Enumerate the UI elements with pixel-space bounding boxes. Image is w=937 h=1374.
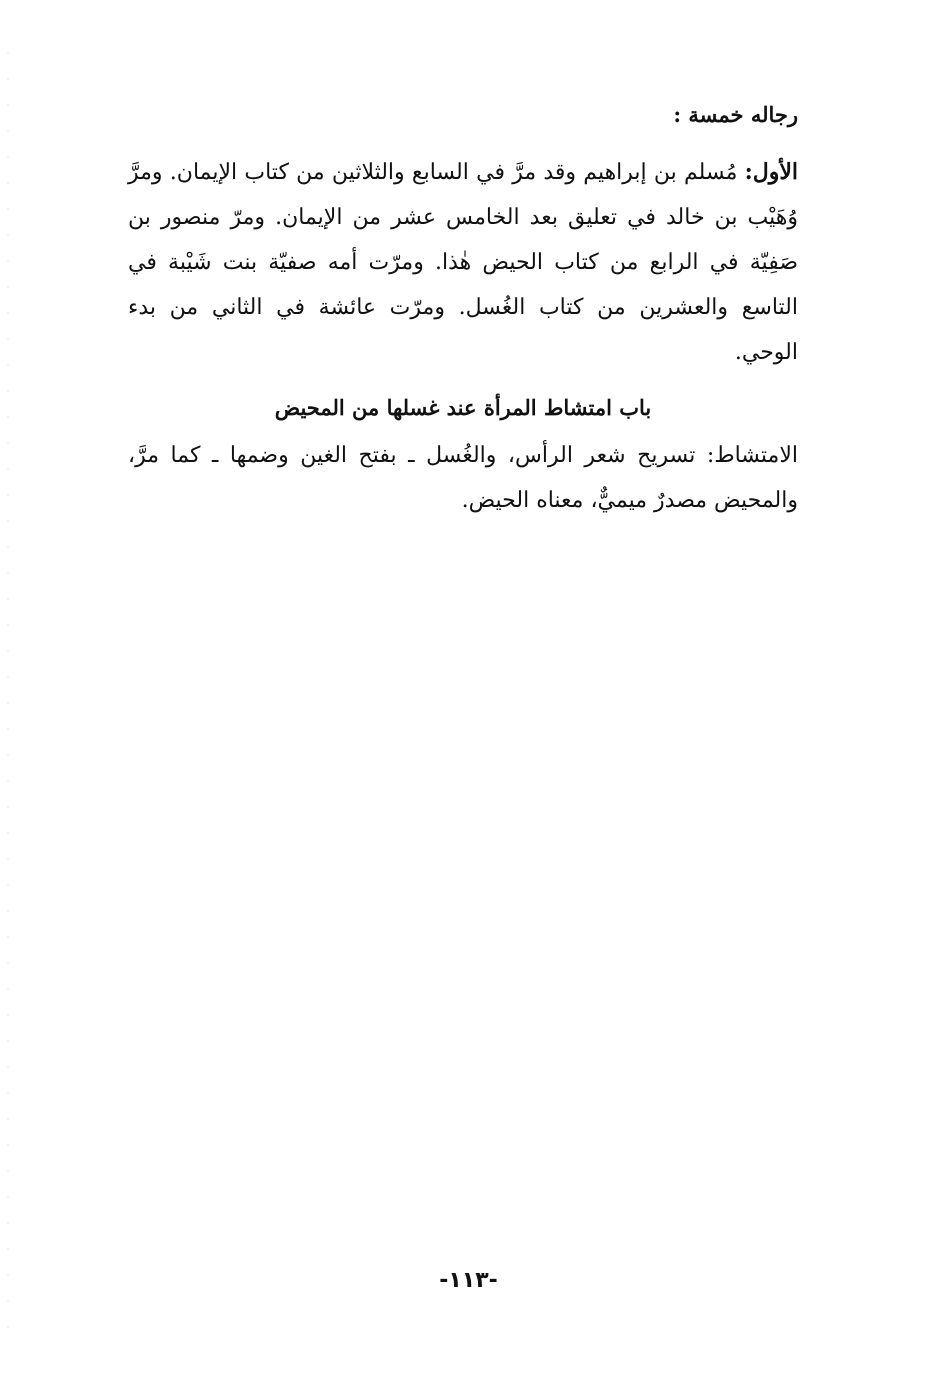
narrators-heading: رجاله خمسة : bbox=[673, 102, 798, 127]
chapter-title: باب امتشاط المرأة عند غسلها من المحيض bbox=[274, 395, 652, 420]
narrators-paragraph bbox=[128, 150, 798, 375]
page-body bbox=[128, 92, 798, 523]
paragraph-text: مُسلم بن إبراهيم وقد مرَّ في السابع والثلاثين من كتاب الإيمان. ومرَّ وُهَيْب بن خالد في تعليق بعد الخامس عشر من الإيمان. ومرّ منصور بن صَفِيّة في الرابع من كتاب الحيض هٰذا. ومرّت أمه صفيّة بنت شَيْبة في التاسع والعشرين من كتاب الغُسل. ومرّت عائشة في الثاني من بدء الوحي. bbox=[128, 160, 798, 365]
definition-paragraph: الامتشاط: تسريح شعر الرأس، والغُسل ـ بفتح الغين وضمها ـ كما مرَّ، والمحيض مصدرٌ ميميٌّ، معناه الحيض. bbox=[128, 443, 798, 513]
page-number: -١١٣- bbox=[439, 1268, 498, 1293]
scan-edge-marks bbox=[6, 40, 10, 1340]
paragraph-lead: الأول: bbox=[744, 159, 798, 185]
